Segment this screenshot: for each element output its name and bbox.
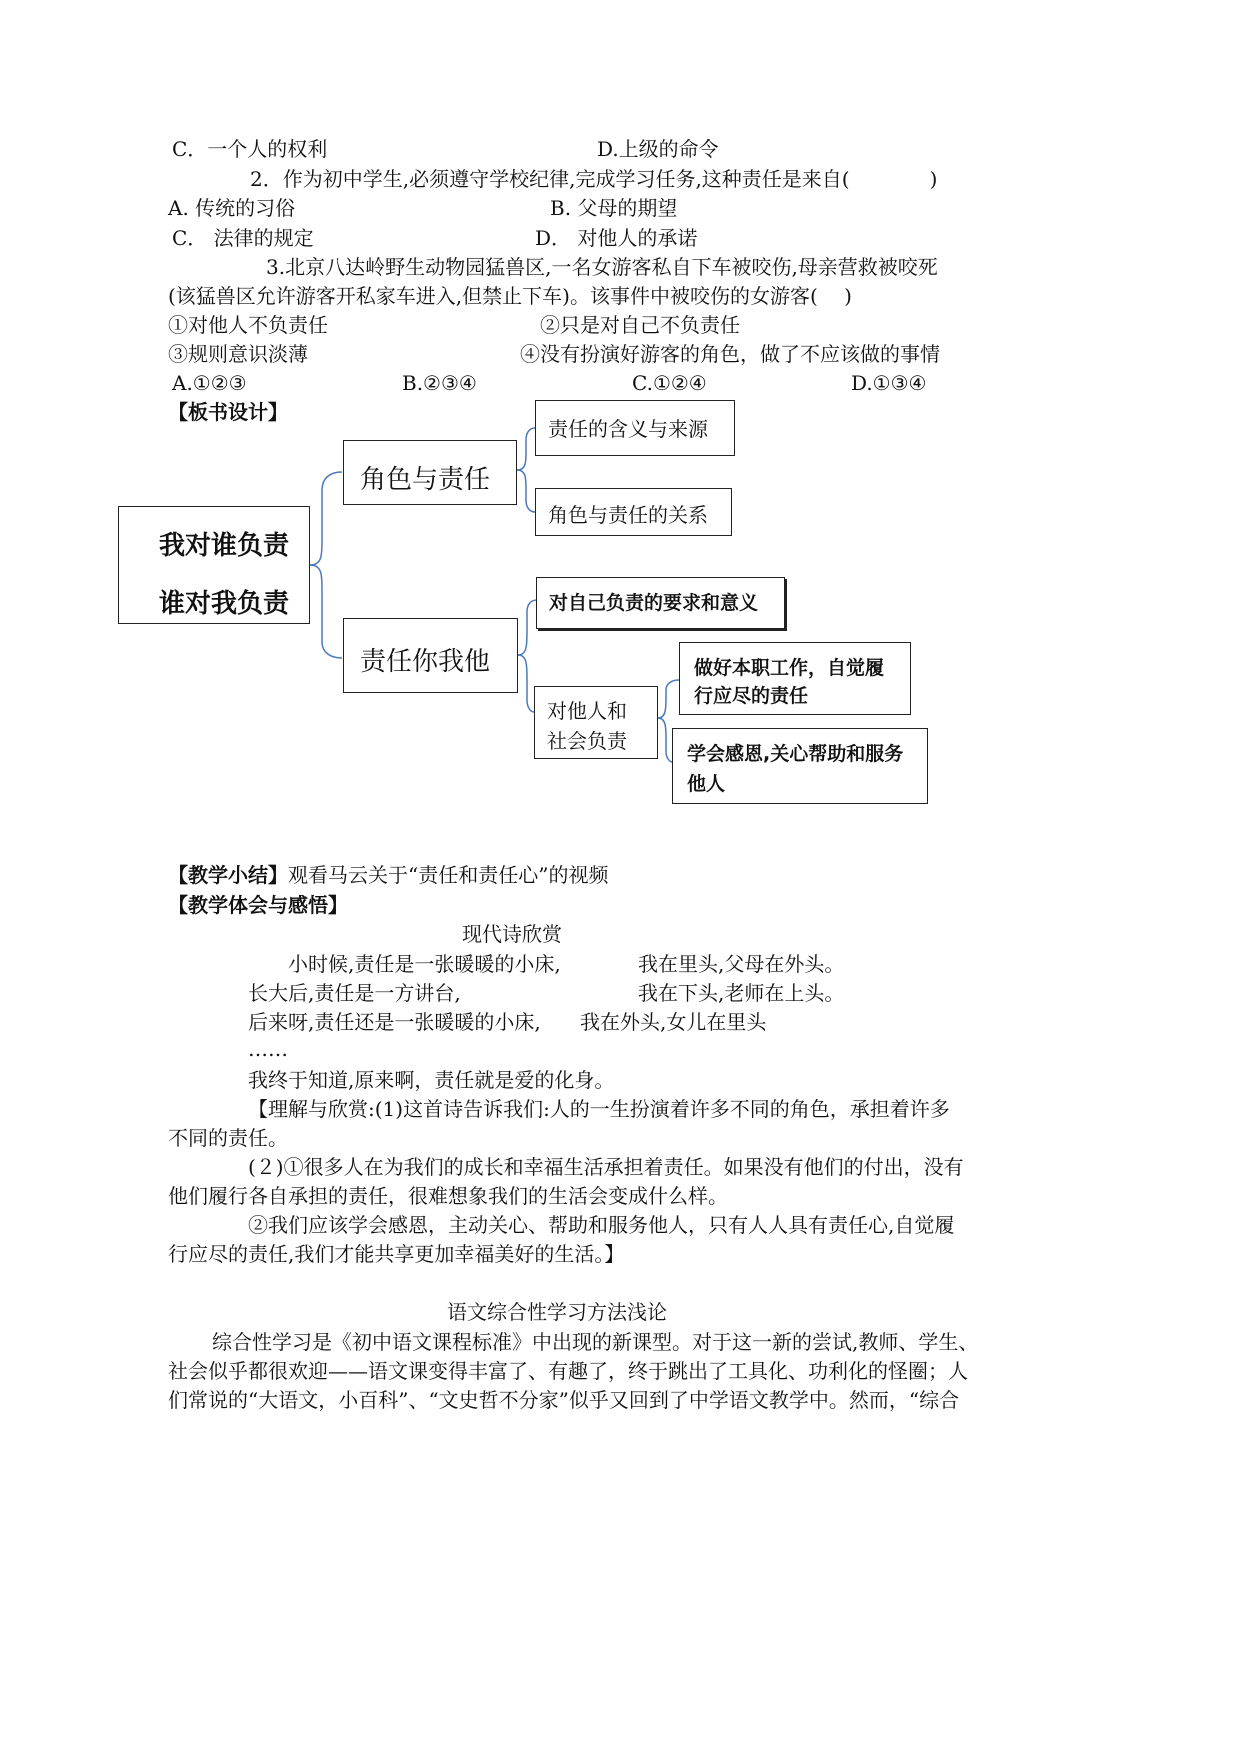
branch-role-responsibility bbox=[343, 440, 517, 505]
q3-option-b: B.②③④ bbox=[402, 371, 477, 395]
gratitude-line-1: 学会感恩,关心帮助和服务 bbox=[687, 743, 904, 765]
analysis-2b: 他们履行各自承担的责任，很难想象我们的生活会变成什么样。 bbox=[168, 1184, 728, 1208]
poem-line-3-left: 后来呀,责任还是一张暖暖的小床, bbox=[248, 1010, 541, 1034]
do-job-line-1: 做好本职工作，自觉履 bbox=[694, 657, 885, 679]
essay-line-3: 们常说的“大语文，小百科”、“文史哲不分家”似乎又回到了中学语文教学中。然而，“综合 bbox=[168, 1388, 960, 1412]
q2-option-d: D． 对他人的承诺 bbox=[535, 226, 698, 250]
analysis-1a: 【理解与欣赏:(1)这首诗告诉我们:人的一生扮演着许多不同的角色，承担着许多 bbox=[248, 1097, 950, 1121]
branch1-label: 角色与责任 bbox=[360, 465, 491, 495]
root-line-2: 谁对我负责 bbox=[159, 589, 290, 619]
leaf-meaning-source bbox=[535, 400, 735, 456]
q3-statement-1: ①对他人不负责任 bbox=[168, 313, 328, 337]
q3-statement-4: ④没有扮演好游客的角色，做了不应该做的事情 bbox=[520, 342, 940, 366]
q3-option-d: D.①③④ bbox=[851, 371, 927, 395]
q2-option-c: C． 法律的规定 bbox=[172, 226, 314, 250]
leaf-role-relation bbox=[535, 488, 732, 536]
gratitude-line-2: 他人 bbox=[687, 773, 726, 795]
q3-stem-line1: 3.北京八达岭野生动物园猛兽区,一名女游客私自下车被咬伤,母亲营救被咬死 bbox=[266, 255, 938, 279]
root-line-1: 我对谁负责 bbox=[159, 531, 290, 561]
sub-line-2: 社会负责 bbox=[547, 729, 627, 753]
q3-statement-2: ②只是对自己不负责任 bbox=[540, 313, 740, 337]
analysis-3a: ②我们应该学会感恩，主动关心、帮助和服务他人，只有人人具有责任心,自觉履 bbox=[248, 1213, 955, 1237]
essay-title: 语文综合性学习方法浅论 bbox=[447, 1300, 667, 1324]
poem-line-3-right: 我在外头,女儿在里头 bbox=[580, 1010, 767, 1034]
branch2-label: 责任你我他 bbox=[360, 647, 491, 677]
poem-ellipsis: …… bbox=[248, 1037, 288, 1061]
poem-line-2-right: 我在下头,老师在上头。 bbox=[638, 981, 845, 1005]
poem-ending: 我终于知道,原来啊，责任就是爱的化身。 bbox=[248, 1068, 615, 1092]
q1-option-d: D.上级的命令 bbox=[597, 137, 719, 161]
q3-option-c: C.①②④ bbox=[632, 371, 707, 395]
summary-line bbox=[168, 863, 608, 887]
board-heading: 【板书设计】 bbox=[168, 400, 288, 424]
sub-line-1: 对他人和 bbox=[547, 699, 627, 723]
q2-stem: 2．作为初中学生,必须遵守学校纪律,完成学习任务,这种责任是来自( ) bbox=[250, 167, 938, 191]
poem-line-1-left: 小时候,责任是一张暖暖的小床, bbox=[288, 952, 561, 976]
q3-stem-line2: (该猛兽区允许游客开私家车进入,但禁止下车)。该事件中被咬伤的女游客( ) bbox=[168, 284, 852, 308]
mind-map-root bbox=[118, 506, 310, 624]
essay-line-1: 综合性学习是《初中语文课程标准》中出现的新课型。对于这一新的尝试,教师、学生、 bbox=[212, 1330, 979, 1354]
leaf-do-job-well bbox=[679, 642, 911, 715]
branch-responsibility-others bbox=[343, 618, 518, 693]
q3-statement-3: ③规则意识淡薄 bbox=[168, 342, 308, 366]
leaf1-label: 责任的含义与来源 bbox=[548, 417, 708, 441]
sub-others-society bbox=[534, 686, 658, 759]
self-responsibility-label: 对自己负责的要求和意义 bbox=[549, 592, 759, 614]
summary-text: 观看马云关于“责任和责任心”的视频 bbox=[288, 863, 609, 887]
essay-line-2: 社会似乎都很欢迎——语文课变得丰富了、有趣了，终于跳出了工具化、功利化的怪圈；人 bbox=[168, 1359, 968, 1383]
reflection-label: 【教学体会与感悟】 bbox=[168, 893, 348, 917]
summary-label: 【教学小结】 bbox=[168, 863, 288, 887]
leaf-gratitude-help bbox=[672, 728, 928, 804]
poem-line-2-left: 长大后,责任是一方讲台, bbox=[248, 981, 461, 1005]
do-job-line-2: 行应尽的责任 bbox=[694, 685, 809, 707]
q2-option-a: A. 传统的习俗 bbox=[168, 196, 296, 220]
q2-option-b: B. 父母的期望 bbox=[550, 196, 678, 220]
q1-option-c: C．一个人的权利 bbox=[172, 137, 328, 161]
leaf2-label: 角色与责任的关系 bbox=[548, 503, 708, 527]
leaf-self-responsibility bbox=[536, 577, 785, 629]
q3-option-a: A.①②③ bbox=[172, 371, 247, 395]
poem-line-1-right: 我在里头,父母在外头。 bbox=[638, 952, 845, 976]
analysis-1b: 不同的责任。 bbox=[168, 1126, 288, 1150]
analysis-3b: 行应尽的责任,我们才能共享更加幸福美好的生活。】 bbox=[168, 1242, 625, 1266]
analysis-2a: (２)①很多人在为我们的成长和幸福生活承担着责任。如果没有他们的付出，没有 bbox=[248, 1155, 964, 1179]
poem-title: 现代诗欣赏 bbox=[462, 922, 562, 946]
